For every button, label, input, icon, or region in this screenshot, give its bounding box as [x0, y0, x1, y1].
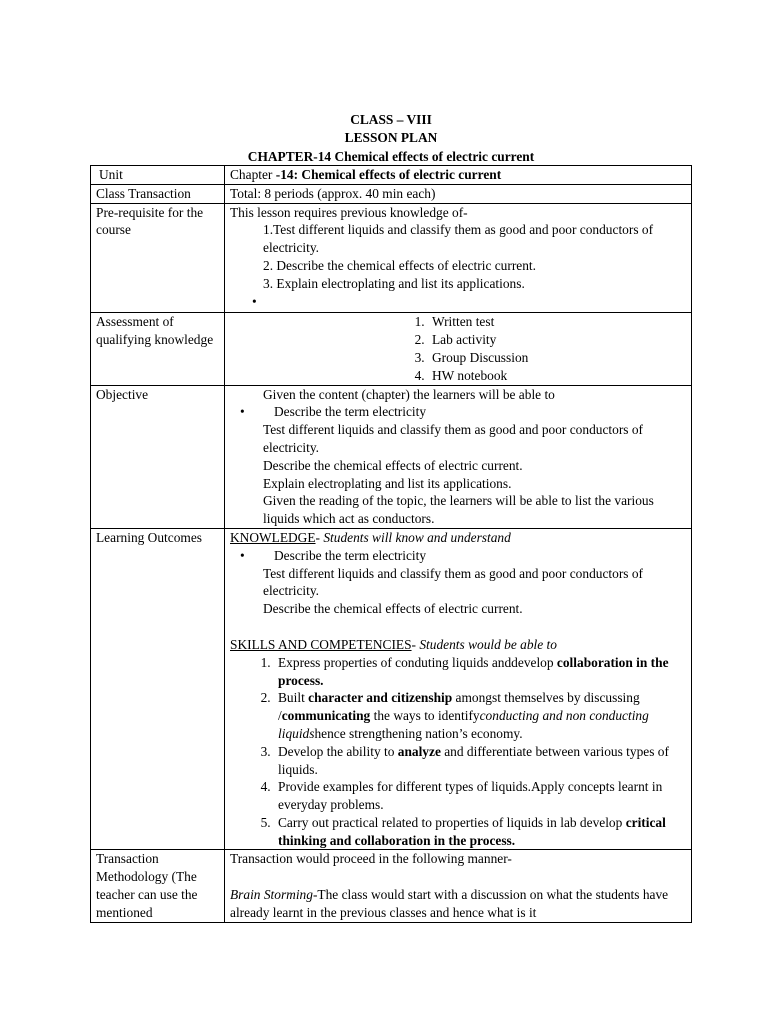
- knowledge-line: Test different liquids and classify them as good and poor conductors of electricity.: [263, 565, 643, 599]
- list-item: 4. HW notebook: [428, 367, 686, 385]
- list-item: 3. Group Discussion: [428, 349, 686, 367]
- lesson-plan-title: LESSON PLAN: [344, 130, 438, 146]
- objective-value: [225, 385, 692, 528]
- unit-value: Chapter -14: Chemical effects of electric current: [225, 166, 692, 185]
- class-transaction-value: Total: 8 periods (approx. 40 min each): [225, 184, 692, 203]
- prerequisite-label: Pre-requisite for the course: [91, 203, 225, 313]
- prerequisite-item: 1.Test different liquids and classify them as good and poor conductors of electricity.: [263, 222, 654, 256]
- assessment-list: [230, 313, 686, 384]
- row-prerequisite: [91, 203, 692, 313]
- objective-intro: Given the content (chapter) the learners will be able to: [263, 386, 555, 402]
- row-transaction-methodology: [91, 850, 692, 922]
- prerequisite-intro: This lesson requires previous knowledge of-: [230, 204, 468, 220]
- list-item: 3. Develop the ability to analyze and differentiate between various types of liquids.: [274, 743, 686, 779]
- row-assessment: [91, 313, 692, 385]
- assessment-value: [225, 313, 692, 385]
- prerequisite-item: 2. Describe the chemical effects of electric current.: [263, 257, 536, 273]
- prerequisite-value: [225, 203, 692, 313]
- knowledge-bullet: • Describe the term electricity: [230, 547, 686, 565]
- chapter-title: CHAPTER-14 Chemical effects of electric current: [247, 148, 535, 164]
- list-item: 5. Carry out practical related to properties of liquids in lab develop critical thinking and collaboration in the process.: [274, 814, 686, 850]
- assessment-label: Assessment of qualifying knowledge: [91, 313, 225, 385]
- brain-storming: Brain Storming-The class would start with a discussion on what the students have already learnt in the previous classes and hence what is it: [230, 887, 669, 921]
- skills-list: [230, 654, 686, 850]
- list-item: 4. Provide examples for different types of liquids.Apply concepts learnt in everyday problems.: [274, 778, 686, 814]
- empty-bullet: •: [252, 293, 257, 309]
- objective-label: Objective: [91, 385, 225, 528]
- objective-line: Test different liquids and classify them as good and poor conductors of electricity.: [263, 422, 643, 455]
- class-title: CLASS – VIII: [350, 112, 432, 127]
- transaction-methodology-label: Transaction Methodology (The teacher can use the mentioned: [91, 850, 225, 922]
- list-item: 2. Built character and citizenship amongst themselves by discussing /communicating the ways to identifyconducting and non conducting liquidshence strengthening nation’s economy.: [274, 689, 686, 742]
- knowledge-line: Describe the chemical effects of electric current.: [263, 601, 523, 617]
- objective-line: Given the reading of the topic, the learners will be able to list the various liquids which act as conductors.: [263, 493, 654, 527]
- row-learning-outcomes: [91, 528, 692, 850]
- knowledge-heading: KNOWLEDGE- Students will know and understand: [230, 529, 511, 545]
- objective-line: Explain electroplating and list its applications.: [263, 475, 512, 491]
- row-unit: [91, 166, 692, 185]
- skills-heading: SKILLS AND COMPETENCIES- Students would be able to: [230, 636, 557, 652]
- row-objective: [91, 385, 692, 528]
- learning-outcomes-value: [225, 528, 692, 850]
- transaction-methodology-value: [225, 850, 692, 922]
- document-header: [90, 111, 692, 166]
- objective-bullet: • Describe the term electricity: [230, 403, 686, 421]
- prerequisite-item: 3. Explain electroplating and list its applications.: [263, 275, 525, 291]
- list-item: 1. Written test: [428, 313, 686, 331]
- objective-line: Describe the chemical effects of electric current.: [263, 457, 523, 473]
- list-item: 1. Express properties of conduting liquids anddevelop collaboration in the process.: [274, 654, 686, 690]
- list-item: 2. Lab activity: [428, 331, 686, 349]
- class-transaction-label: Class Transaction: [91, 184, 225, 203]
- transaction-intro: Transaction would proceed in the following manner-: [230, 851, 512, 867]
- unit-label: Unit: [91, 166, 225, 185]
- lesson-plan-table: [90, 165, 692, 923]
- row-class-transaction: [91, 184, 692, 203]
- learning-outcomes-label: Learning Outcomes: [91, 528, 225, 850]
